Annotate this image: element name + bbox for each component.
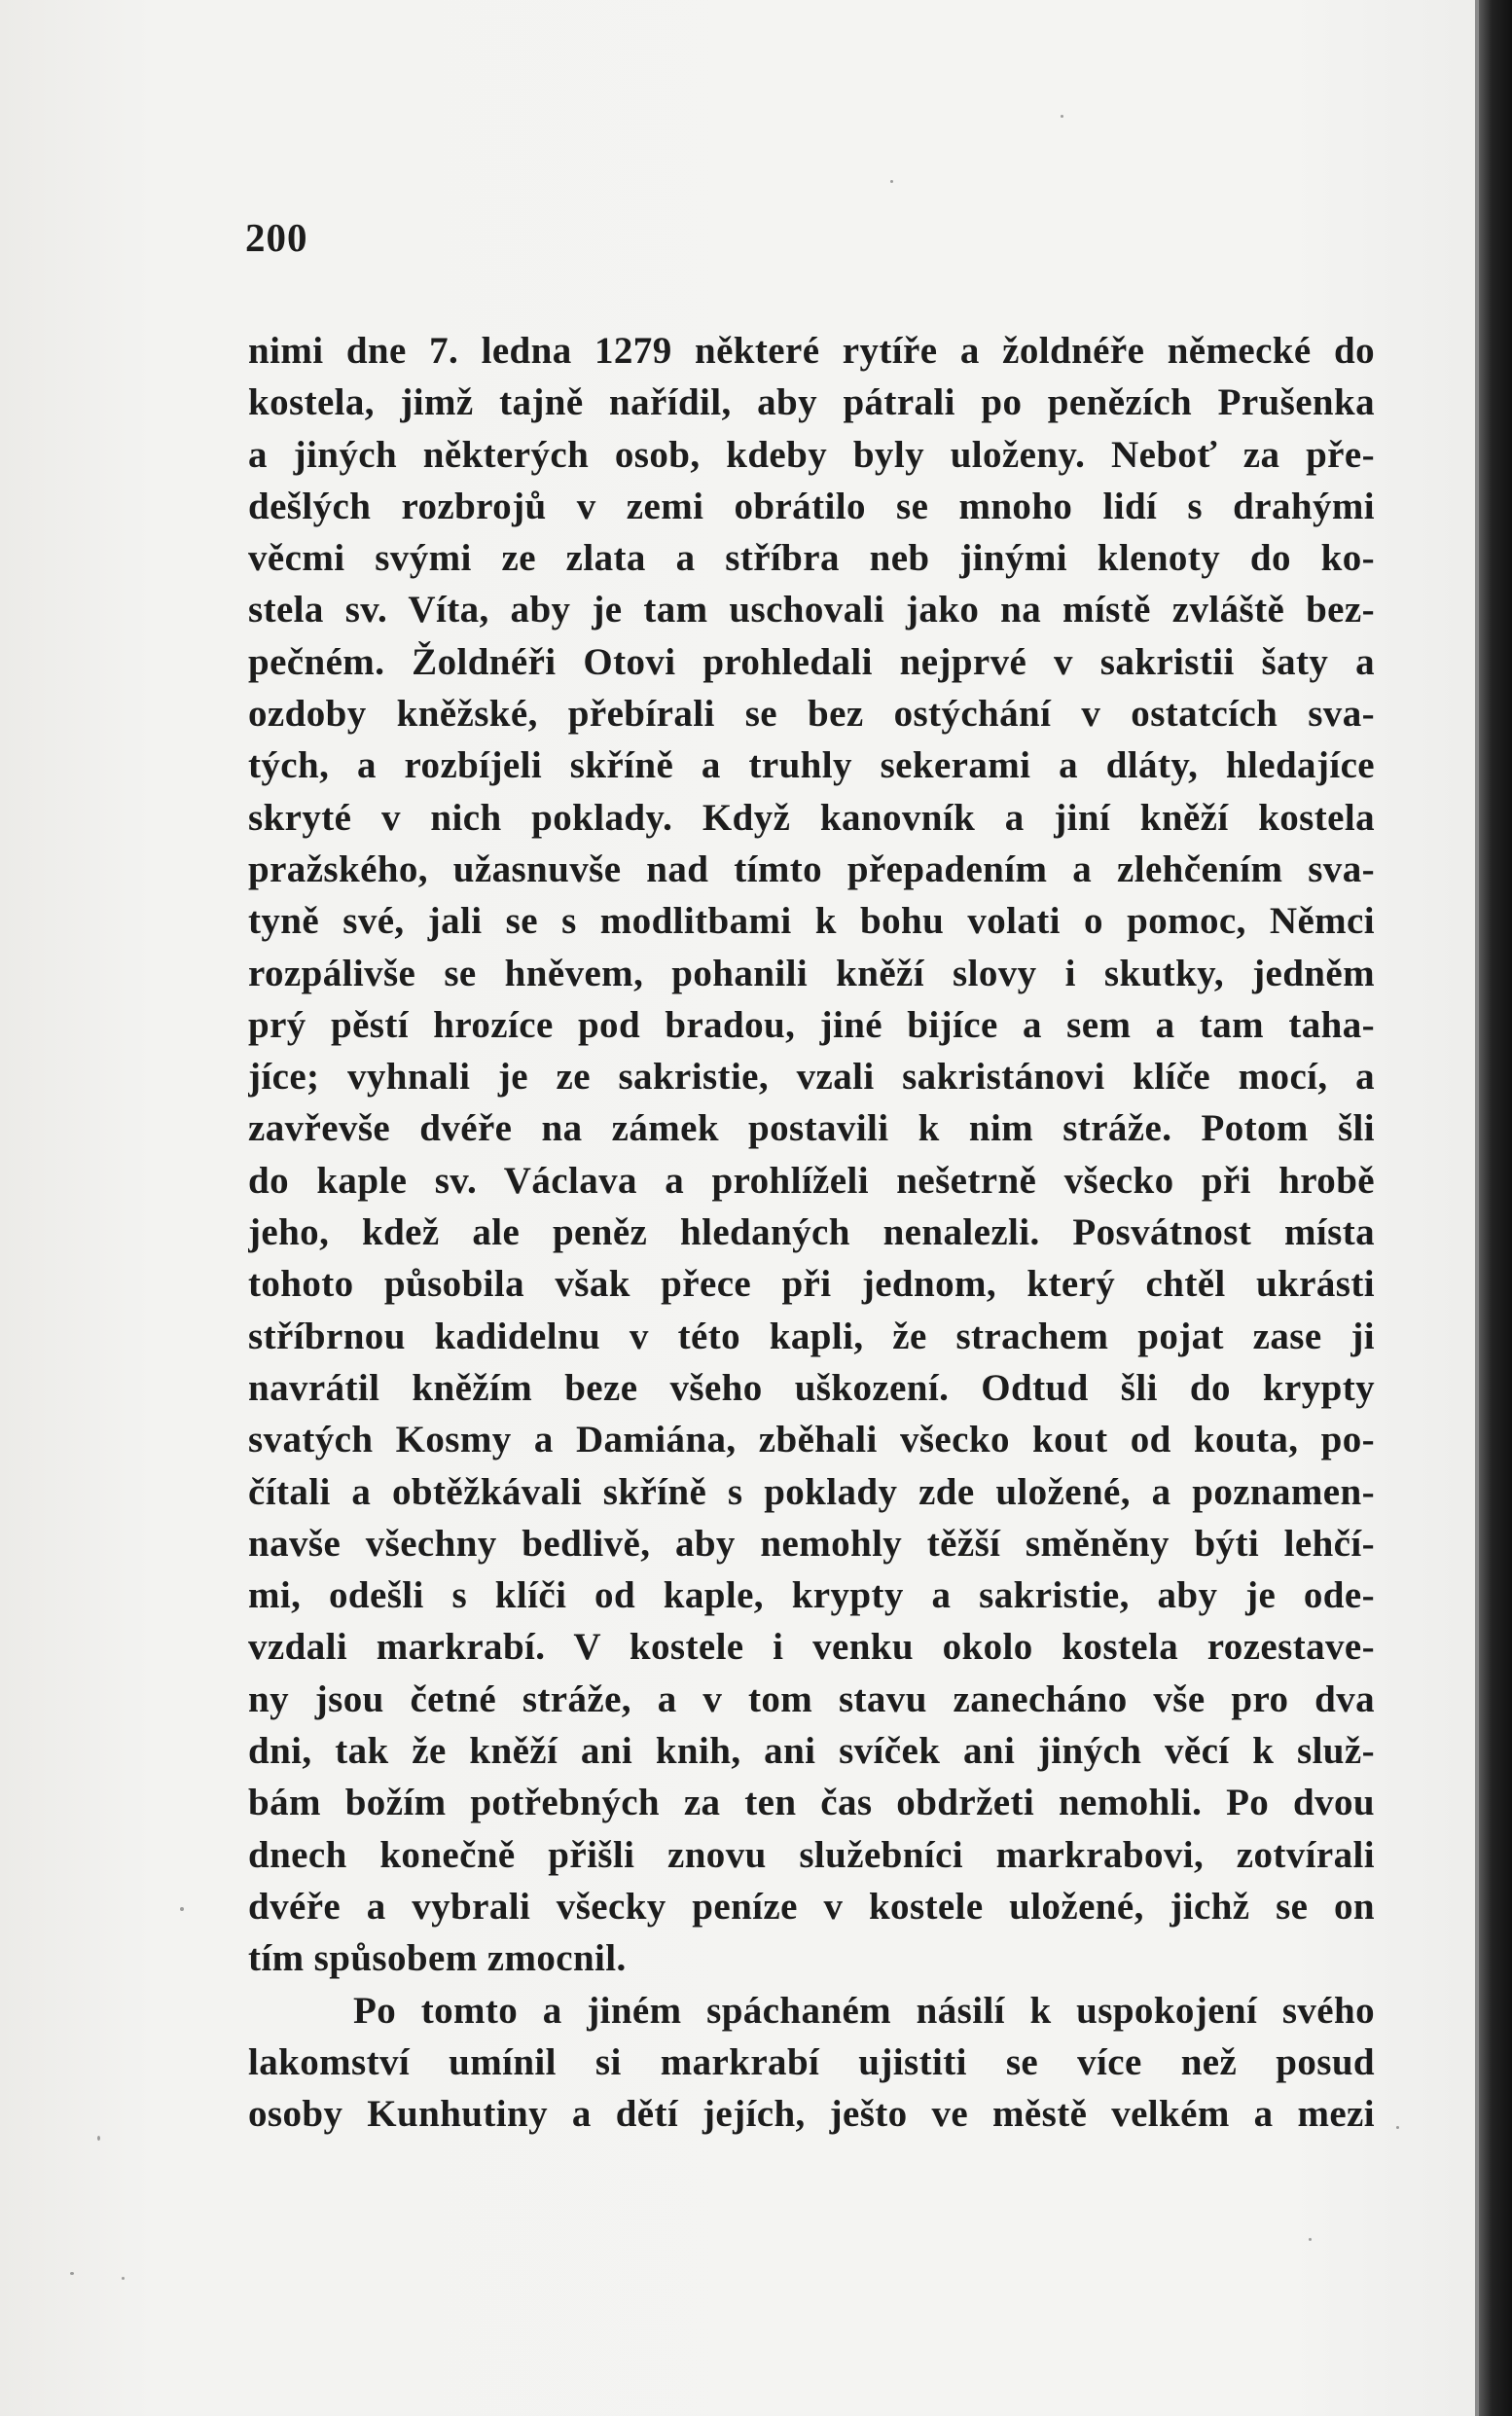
text-line-paragraph-end: tím spůsobem zmocnil.	[248, 1937, 627, 1980]
text-line: navše všechny bedlivě, aby nemohly těžší směněny býti lehčí-	[248, 1522, 1375, 1565]
text-line: zavřevše dvéře na zámek postavili k nim stráže. Potom šli	[248, 1107, 1375, 1150]
text-line: svatých Kosmy a Damiána, zběhali všecko kout od kouta, po-	[248, 1419, 1375, 1461]
page-binding-edge	[1479, 0, 1512, 2416]
body-text	[248, 325, 1375, 2140]
text-line: do kaple sv. Václava a prohlíželi nešetrně všecko při hrobě	[248, 1159, 1375, 1202]
text-line: osoby Kunhutiny a dětí jejích, ješto ve městě velkém a mezi	[248, 2093, 1375, 2136]
text-line: dni, tak že kněží ani knih, ani svíček ani jiných věcí k služ-	[248, 1730, 1375, 1773]
text-line: vzdali markrabí. V kostele i venku okolo kostela rozestave-	[248, 1626, 1375, 1669]
paper-speck	[1061, 115, 1063, 118]
paper-speck	[97, 2136, 100, 2141]
text-line: pečném. Žoldnéři Otovi prohledali nejprvé v sakristii šaty a	[248, 640, 1375, 683]
text-line: tých, a rozbíjeli skříně a truhly sekerami a dláty, hledajíce	[248, 744, 1375, 787]
text-line: věcmi svými ze zlata a stříbra neb jinými klenoty do ko-	[248, 537, 1375, 580]
text-line: stříbrnou kadidelnu v této kapli, že strachem pojat zase ji	[248, 1315, 1375, 1357]
text-line: ozdoby kněžské, přebírali se bez ostýchání v ostatcích sva-	[248, 693, 1375, 736]
text-line: mi, odešli s klíči od kaple, krypty a sakristie, aby je ode-	[248, 1574, 1375, 1617]
text-line: jeho, kdež ale peněz hledaných nenalezli. Posvátnost místa	[248, 1211, 1375, 1254]
paper-speck	[890, 180, 893, 183]
text-line: tyně své, jali se s modlitbami k bohu volati o pomoc, Němci	[248, 900, 1375, 943]
text-line: tohoto působila však přece při jednom, který chtěl ukrásti	[248, 1263, 1375, 1306]
text-line: dnech konečně přišli znovu služebníci markrabovi, zotvírali	[248, 1833, 1375, 1876]
text-line: skryté v nich poklady. Když kanovník a jiní kněží kostela	[248, 796, 1375, 839]
text-line: dešlých rozbrojů v zemi obrátilo se mnoho lidí s drahými	[248, 485, 1375, 527]
text-line-paragraph-start: Po tomto a jiném spáchaném násilí k uspokojení svého	[353, 1989, 1375, 2032]
text-line: rozpálivše se hněvem, pohanili kněží slovy i skutky, jedněm	[248, 952, 1375, 994]
text-line: nimi dne 7. ledna 1279 některé rytíře a žoldnéře německé do	[248, 330, 1375, 372]
text-line: pražského, užasnuvše nad tímto přepadením a zlehčením sva-	[248, 847, 1375, 890]
text-line: jíce; vyhnali je ze sakristie, vzali sakristánovi klíče mocí, a	[248, 1056, 1375, 1099]
paper-speck	[70, 2272, 74, 2275]
text-line: dvéře a vybrali všecky peníze v kostele uložené, jichž se on	[248, 1885, 1375, 1928]
text-line: čítali a obtěžkávali skříně s poklady zde uložené, a poznamen-	[248, 1470, 1375, 1513]
paper-speck	[1309, 2238, 1312, 2241]
page-number: 200	[245, 215, 308, 260]
text-line: a jiných některých osob, kdeby byly uloženy. Neboť za pře-	[248, 433, 1375, 476]
text-line: navrátil kněžím beze všeho uškození. Odtud šli do krypty	[248, 1366, 1375, 1409]
text-line: ny jsou četné stráže, a v tom stavu zanecháno vše pro dva	[248, 1677, 1375, 1720]
text-line: lakomství umínil si markrabí ujistiti se více než posud	[248, 2040, 1375, 2083]
paper-speck	[1396, 2126, 1399, 2129]
text-line: bám božím potřebných za ten čas obdržeti nemohli. Po dvou	[248, 1782, 1375, 1824]
text-line: stela sv. Víta, aby je tam uschovali jako na místě zvláště bez-	[248, 589, 1375, 631]
text-line: prý pěstí hrozíce pod bradou, jiné bijíce a sem a tam taha-	[248, 1003, 1375, 1046]
text-line: kostela, jimž tajně nařídil, aby pátrali po penězích Prušenka	[248, 381, 1375, 424]
paper-speck	[180, 1907, 184, 1911]
paper-speck	[122, 2277, 125, 2280]
